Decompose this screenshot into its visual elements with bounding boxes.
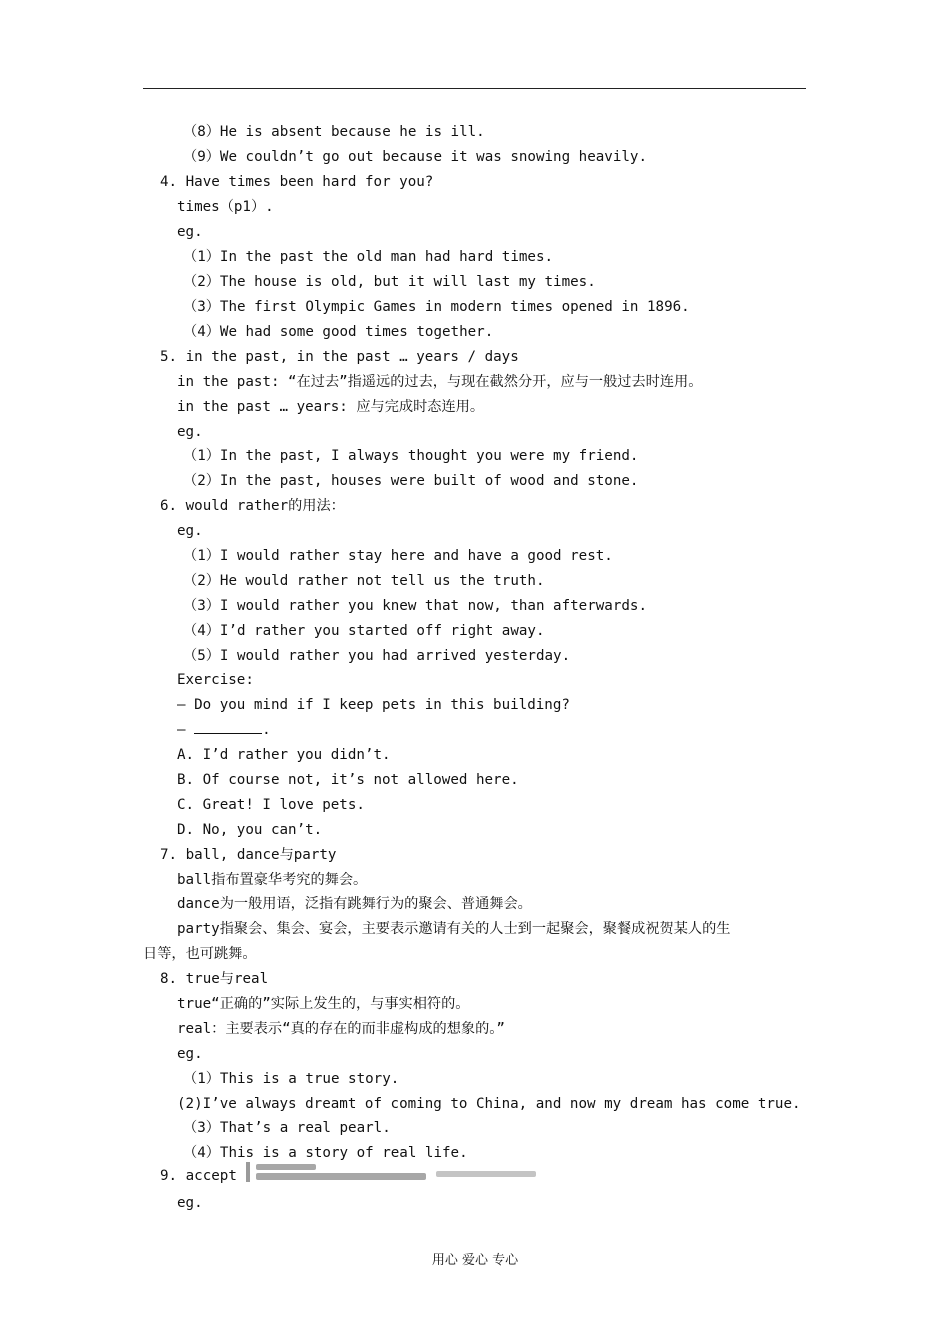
section-heading: 4. Have times been hard for you?: [160, 174, 434, 190]
text-line: （8）He is absent because he is ill.: [183, 124, 485, 140]
text-line: (2)I’ve always dreamt of coming to China, and now my dream has come true.: [177, 1096, 801, 1112]
text-line: （2）He would rather not tell us the truth.: [183, 573, 545, 589]
text-line: true“正确的”实际上发生的，与事实相符的。: [177, 996, 470, 1012]
text-line: （1）This is a true story.: [183, 1071, 400, 1087]
answer-blank-line: [177, 721, 271, 739]
header-rule: [143, 88, 806, 89]
text-line: eg.: [177, 1195, 203, 1211]
period: .: [262, 722, 271, 738]
blurred-image: [246, 1162, 542, 1182]
section-heading: 5. in the past, in the past … years / days: [160, 349, 519, 365]
dash: —: [177, 722, 195, 738]
text-line: eg.: [177, 523, 203, 539]
text-line: （9）We couldn’t go out because it was snowing heavily.: [183, 149, 647, 165]
text-line: （4）We had some good times together.: [183, 324, 494, 340]
text-line: times（p1）.: [177, 199, 274, 215]
text-line: in the past … years: 应与完成时态连用。: [177, 399, 485, 415]
text-line: Exercise:: [177, 672, 254, 688]
text-line: 日等，也可跳舞。: [143, 946, 257, 962]
text-line: real：主要表示“真的存在的而非虚构成的想象的。”: [177, 1021, 505, 1037]
text-line: （1）In the past the old man had hard times.: [183, 249, 554, 265]
text-line: （3）The first Olympic Games in modern times opened in 1896.: [183, 299, 690, 315]
text-line: （4）I’d rather you started off right away.: [183, 623, 545, 639]
text-line: （1）In the past, I always thought you were my friend.: [183, 448, 639, 464]
section-heading: 7. ball, dance与party: [160, 847, 337, 863]
text-line: （2）In the past, houses were built of wood and stone.: [183, 473, 639, 489]
text-line: ball指布置豪华考究的舞会。: [177, 872, 368, 888]
option-b: B. Of course not, it’s not allowed here.: [177, 772, 519, 788]
section-heading: 9. accept: [160, 1168, 237, 1184]
text-line: （1）I would rather stay here and have a good rest.: [183, 548, 613, 564]
text-line: （2）The house is old, but it will last my times.: [183, 274, 596, 290]
text-line: dance为一般用语，泛指有跳舞行为的聚会、普通舞会。: [177, 896, 532, 912]
page-footer: 用心 爱心 专心: [431, 1253, 519, 1268]
text-line: （5）I would rather you had arrived yesterday.: [183, 648, 571, 664]
text-line: eg.: [177, 224, 203, 240]
section-heading: 8. true与real: [160, 971, 269, 987]
answer-blank: [194, 721, 262, 734]
option-d: D. No, you can’t.: [177, 822, 323, 838]
section-heading: 6. would rather的用法：: [160, 498, 345, 514]
text-line: （4）This is a story of real life.: [183, 1145, 468, 1161]
text-line: （3）I would rather you knew that now, than afterwards.: [183, 598, 647, 614]
text-line: in the past: “在过去”指遥远的过去，与现在截然分开，应与一般过去时连用。: [177, 374, 703, 390]
text-line: （3）That’s a real pearl.: [183, 1120, 391, 1136]
text-line: eg.: [177, 424, 203, 440]
option-a: A. I’d rather you didn’t.: [177, 747, 391, 763]
text-line: party指聚会、集会、宴会，主要表示邀请有关的人士到一起聚会，聚餐成祝贺某人的生: [177, 921, 731, 937]
text-line: — Do you mind if I keep pets in this building?: [177, 697, 570, 713]
text-line: eg.: [177, 1046, 203, 1062]
option-c: C. Great! I love pets.: [177, 797, 365, 813]
